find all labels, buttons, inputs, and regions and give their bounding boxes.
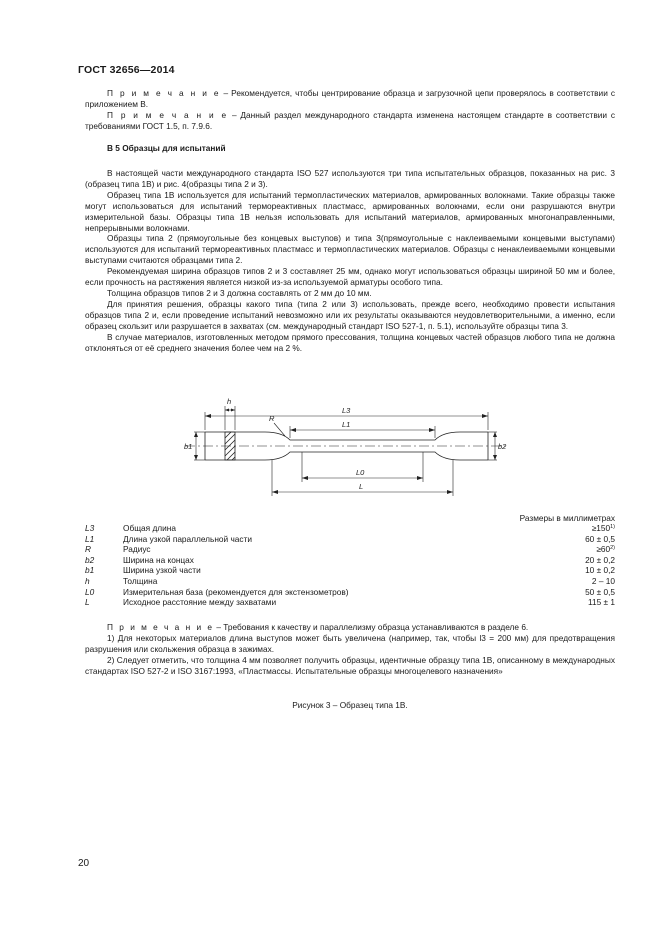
dimension-name: Радиус	[123, 544, 151, 555]
note-label: П р и м е ч а н и е	[107, 88, 221, 98]
dimension-symbol: L1	[85, 533, 95, 544]
section-title: В 5 Образцы для испытаний	[107, 143, 226, 153]
dimension-symbol: L0	[85, 586, 95, 597]
dimension-name: Длина узкой параллельной части	[123, 533, 253, 544]
body-text	[85, 168, 615, 353]
dimension-name: Исходное расстояние между захватами	[123, 597, 277, 608]
notes-bottom	[85, 622, 615, 677]
section-heading-wrap	[107, 143, 637, 154]
dimension-value-cell	[557, 587, 615, 598]
footnote-ref: 2)	[610, 545, 615, 552]
paragraph: Для принятия решения, образцы какого типа (типа 2 или 3) использовать, прежде всего, необходимо провести испытания образцов типа 2 и, если проведение испытаний невозможно или их результаты оказываются неудовлетворительными, а именно, если образец скользит или разрушается в захватах (см. международный стандарт ISO 527-1, п. 5.1), используйте образцы типа 3.	[85, 298, 615, 331]
label-b1: b1	[184, 442, 193, 451]
dimension-row	[85, 587, 615, 598]
dimension-row	[85, 534, 615, 545]
paragraph: Рекомендуемая ширина образцов типов 2 и 3 составляет 25 мм, однако могут использоваться образцы шириной 50 мм и более, если прочность на растяжения является низкой из-за используемой арматуры особого типа.	[85, 266, 615, 288]
dimension-value-cell	[557, 534, 615, 545]
notes-top	[85, 88, 615, 132]
dimension-name: Толщина	[123, 575, 158, 586]
dimension-name: Общая длина	[123, 523, 176, 533]
footnote-2: 2) Следует отметить, что толщина 4 мм позволяет получить образцы, идентичные образцу типа 1В, описанному в международных стандартах ISO 527-2 и ISO 3167:1993, «Пластмассы. Испытательные образцы многоцелевого назначения»	[85, 654, 615, 676]
dimension-value: 50 ± 0,5	[585, 586, 615, 597]
label-L: L	[359, 482, 364, 491]
paragraph: Образец типа 1В используется для испытаний термопластических материалов, армированных волокнами. Такие образцы также могут использоваться для испытаний термореактивных пластмасс, армированных волокнами, если они разрушаются внутри измерительной базы. Образцы типа 1В нельзя использовать для испытаний материалов, армированных многонаправленными, непрерывными волокнами.	[85, 189, 615, 233]
dimension-symbol: b2	[85, 554, 95, 565]
note-text: – Данный раздел международного стандарта изменена настоящем стандарте в соответствии с требованиями ГОСТ 1.5, п. 7.9.6.	[85, 109, 616, 131]
label-R: R	[269, 414, 275, 423]
dimension-symbol: L3	[85, 523, 95, 533]
page-number: 20	[78, 858, 90, 869]
note-bottom	[85, 622, 615, 633]
dimension-value-cell	[557, 544, 615, 555]
dimension-value: 10 ± 0,2	[585, 565, 615, 576]
label-L1: L1	[342, 420, 351, 429]
note-label: П р и м е ч а н и е	[107, 109, 229, 120]
label-L0: L0	[356, 468, 365, 477]
dimension-value: ≥60	[596, 544, 611, 555]
dimension-symbol: R	[85, 544, 91, 555]
label-b2: b2	[498, 442, 507, 451]
label-L3: L3	[342, 406, 351, 415]
dimension-row	[85, 523, 615, 534]
dimension-symbol: h	[85, 575, 90, 586]
dimension-name: Ширина на концах	[123, 554, 194, 565]
paragraph: Толщина образцов типов 2 и 3 должна составлять от 2 мм до 10 мм.	[107, 287, 372, 298]
label-h: h	[227, 397, 232, 406]
document-header: ГОСТ 32656—2014	[78, 64, 175, 76]
dimensions-table-body	[85, 523, 615, 608]
dimension-row	[85, 544, 615, 555]
note-2	[85, 110, 615, 132]
dimension-row	[85, 597, 615, 608]
dimension-symbol: L	[85, 597, 90, 608]
dimension-name: Ширина узкой части	[123, 565, 201, 576]
note-1	[85, 88, 615, 110]
dimension-value: 115 ± 1	[587, 597, 615, 608]
dimension-row	[85, 565, 615, 576]
note-text: – Требования к качеству и параллелизму образца устанавливаются в разделе 6.	[214, 622, 529, 632]
footnote-1: 1) Для некоторых материалов длина выступов может быть увеличена (например, так, чтобы l3 = 200 мм) для предотвращения разрушения или скольжения образца в зажимах.	[85, 632, 615, 654]
paragraph: В настоящей части международного стандарта ISO 527 используются три типа испытательных образцов, показанных на рис. 3 (образец типа 1В) и рис. 4(образцы типа 2 и 3).	[85, 168, 615, 189]
dimension-row	[85, 576, 615, 587]
dimension-value-cell	[557, 523, 615, 534]
dimension-value: 20 ± 0,2	[585, 554, 615, 565]
dimension-symbol: b1	[85, 565, 95, 576]
dimension-value: 60 ± 0,5	[585, 533, 615, 544]
units-caption: Размеры в миллиметрах	[519, 513, 615, 523]
note-text: – Рекомендуется, чтобы центрирование образца и загрузочной цепи проверялось в соответствии с приложением В.	[85, 88, 616, 109]
dimension-value-cell	[557, 576, 615, 587]
dimension-name: Измерительная база (рекомендуется для экстензометров)	[123, 586, 349, 597]
note-label: П р и м е ч а н и е	[107, 622, 215, 632]
dimension-value-cell	[557, 597, 615, 608]
dimension-value: 2 – 10	[591, 575, 615, 586]
paragraph: Образцы типа 2 (прямоугольные без концевых выступов) и типа 3(прямоугольные с наклеиваемыми концевыми выступами) используются для испытаний термореактивных пластмасс и термопластических материалов. Образцы с ненаклеиваемыми концевыми выступами считаются образцами типа 2.	[85, 233, 615, 266]
figure-caption: Рисунок 3 – Образец типа 1В.	[292, 700, 408, 710]
paragraph: В случае материалов, изготовленных методом прямого прессования, толщина концевых частей образцов любого типа не должна отклоняться от её среднего значения более чем на 2 %.	[85, 331, 615, 353]
dimension-row	[85, 555, 615, 566]
dimension-value: ≥150	[591, 523, 611, 533]
dimensions-table	[85, 523, 615, 608]
footnote-ref: 1)	[610, 524, 615, 530]
dimension-value-cell	[557, 555, 615, 566]
dimension-value-cell	[557, 565, 615, 576]
specimen-drawing	[170, 384, 510, 506]
